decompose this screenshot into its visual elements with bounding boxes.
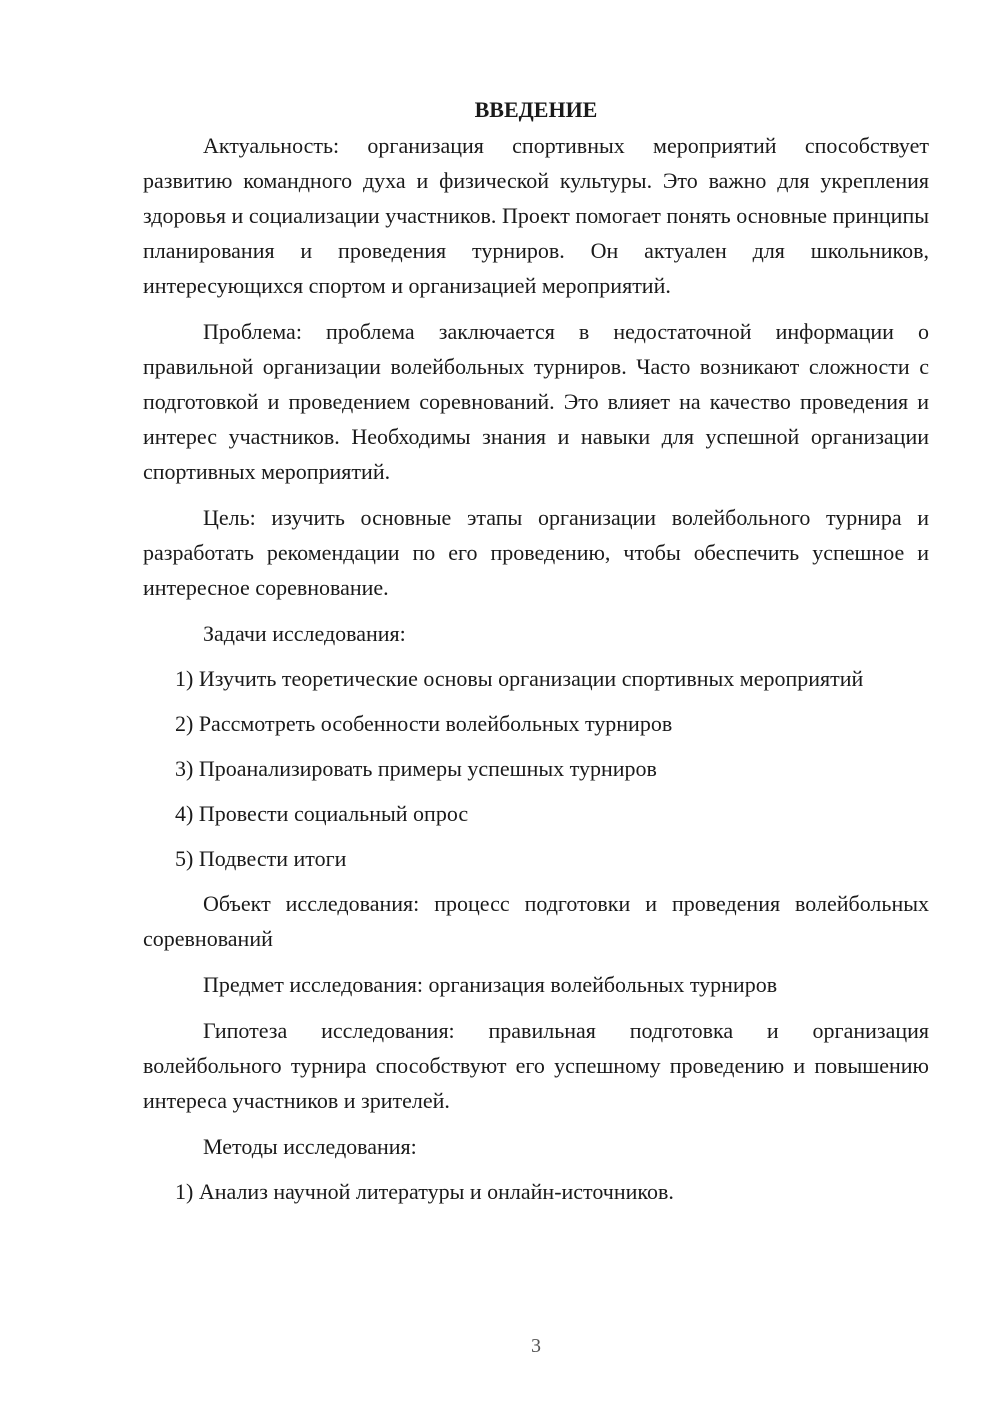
problem-paragraph: Проблема: проблема заключается в недостаточной информации о правильной организации волейбольных турниров. Часто возникают сложности с подготовкой и проведением соревнований. Это влияет на качество проведения и интерес участников. Необходимы знания и навыки для успешной организации спортивных мероприятий. [143, 319, 929, 484]
page-number: 3 [531, 1335, 541, 1357]
subject-paragraph: Предмет исследования: организация волейбольных турниров [203, 972, 778, 997]
hypothesis-paragraph: Гипотеза исследования: правильная подготовка и организация волейбольного турнира способствуют его успешному проведению и повышению интереса участников и зрителей. [143, 1018, 929, 1113]
method-item: 1) Анализ научной литературы и онлайн-источников. [175, 1179, 674, 1204]
object-paragraph: Объект исследования: процесс подготовки и проведения волейбольных соревнований [143, 891, 929, 951]
relevance-paragraph: Актуальность: организация спортивных мероприятий способствует развитию командного духа и физической культуры. Это важно для укрепления здоровья и социализации участников. Проект помогает понять основные принципы планирования и проведения турниров. Он актуален для школьников, интересующихся спортом и организацией мероприятий. [143, 133, 929, 298]
goal-paragraph: Цель: изучить основные этапы организации волейбольного турнира и разработать рекомендации по его проведению, чтобы обеспечить успешное и интересное соревнование. [143, 505, 929, 600]
task-item: 5) Подвести итоги [175, 846, 347, 871]
task-item: 2) Рассмотреть особенности волейбольных турниров [175, 711, 673, 736]
document-page [143, 92, 929, 1219]
task-item: 1) Изучить теоретические основы организации спортивных мероприятий [175, 666, 864, 691]
tasks-heading: Задачи исследования: [203, 621, 406, 646]
section-title: ВВЕДЕНИЕ [474, 97, 598, 122]
task-item: 4) Провести социальный опрос [175, 801, 469, 826]
task-item: 3) Проанализировать примеры успешных турниров [175, 756, 657, 781]
methods-heading: Методы исследования: [203, 1134, 417, 1159]
